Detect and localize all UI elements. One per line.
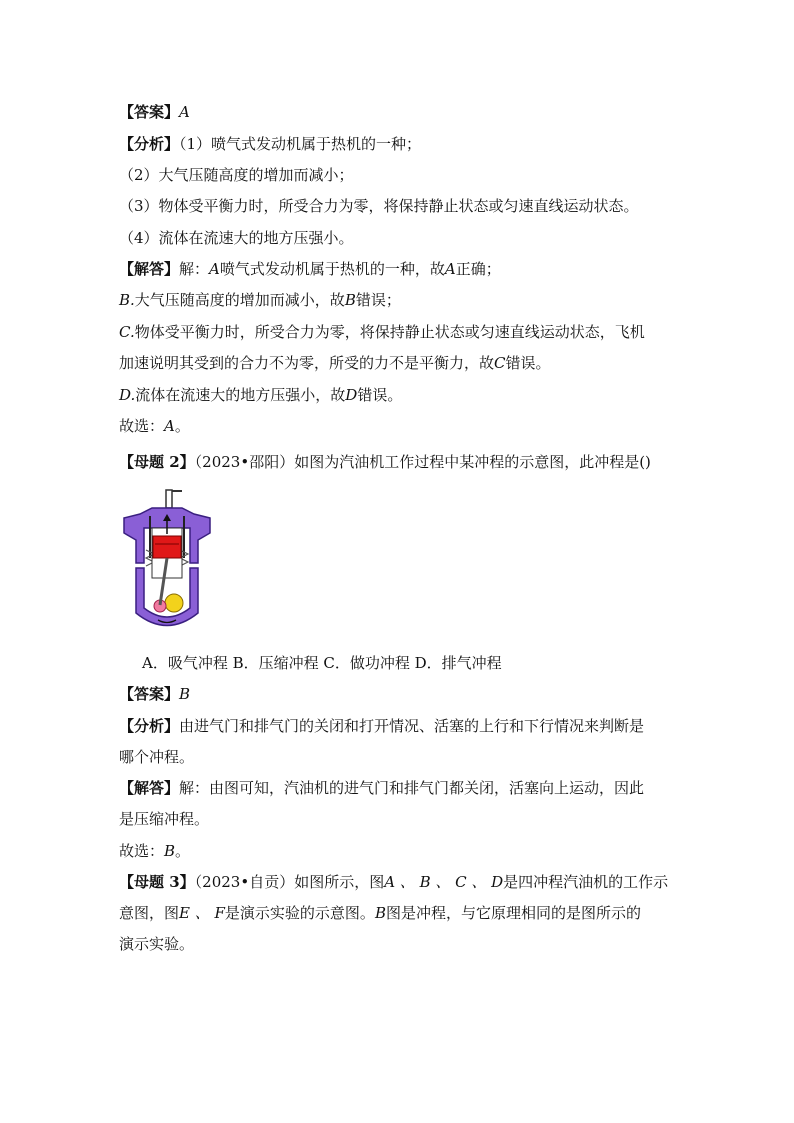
choice-end: 。 <box>174 417 190 435</box>
answer-value: A <box>179 103 190 121</box>
option-letter: D. <box>119 386 136 404</box>
solution-text: 正确； <box>455 260 501 278</box>
solution-text: 流体在流速大的地方压强小，故 <box>135 386 346 404</box>
solution-line-a <box>119 259 501 279</box>
solution-text: 错误； <box>355 291 401 309</box>
question-tag: 【母题 2】 <box>119 453 195 471</box>
solution-text: 解：由图可知，汽油机的进气门和排气门都关闭，活塞向上运动，因此 <box>179 779 645 797</box>
analysis-point-2: （2）大气压随高度的增加而减小； <box>119 166 354 184</box>
analysis-text: （1）喷气式发动机属于热机的一种； <box>179 135 422 153</box>
choice-line-2 <box>119 841 190 861</box>
question-text: 是四冲程汽油机的工作示 <box>503 873 669 891</box>
solution-line-2 <box>119 778 644 798</box>
option-letter: A <box>209 260 220 278</box>
question-text: 是演示实验的示意图。 <box>224 904 375 922</box>
option-letter: A <box>444 260 456 278</box>
solution-line-c2 <box>119 353 551 373</box>
analysis-text: 由进气门和排气门的关闭和打开情况、活塞的上行和下行情况来判断是 <box>179 717 645 735</box>
option-letter: C. <box>119 323 135 341</box>
engine-diagram <box>122 488 212 638</box>
option-letter: B. <box>119 291 135 309</box>
solution-text: 大气压随高度的增加而减小，故 <box>134 291 345 309</box>
analysis-point-3: （3）物体受平衡力时，所受合力为零，将保持静止状态或匀速直线运动状态。 <box>119 197 639 215</box>
figure-letter: B <box>374 904 386 922</box>
solution-text: 物体受平衡力时，所受合力为零，将保持静止状态或匀速直线运动状态，飞机 <box>134 323 645 341</box>
option-letter: D <box>345 386 358 404</box>
question-3-line-1 <box>119 872 668 892</box>
question-text: （2023•邵阳）如图为汽油机工作过程中某冲程的示意图，此冲程是() <box>194 453 651 471</box>
solution-tag: 【解答】 <box>119 779 180 797</box>
choice-letter: B <box>164 842 176 860</box>
question-3-line-3: 演示实验。 <box>119 935 195 953</box>
spark-plug <box>166 490 172 508</box>
analysis-line-2 <box>119 716 644 736</box>
answer-line-1 <box>119 102 190 122</box>
answer-line-2 <box>119 684 190 704</box>
question-tag: 【母题 3】 <box>119 873 195 891</box>
question-text: 图是冲程，与它原理相同的是图所示的 <box>385 904 641 922</box>
analysis-text-cont: 哪个冲程。 <box>119 748 195 766</box>
option-letter: B <box>344 291 356 309</box>
question-text: （2023•自贡）如图所示，图 <box>194 873 385 891</box>
figure-letters: A 、 B 、 C 、 D <box>384 873 504 891</box>
question-3-line-2 <box>119 903 641 923</box>
spark-plug-wire <box>172 490 182 492</box>
answer-tag: 【答案】 <box>119 685 180 703</box>
solution-text: 喷气式发动机属于热机的一种，故 <box>219 260 445 278</box>
solution-text: 错误。 <box>505 354 551 372</box>
solution-text: 加速说明其受到的合力不为零，所受的力不是平衡力，故 <box>119 354 495 372</box>
analysis-point-4: （4）流体在流速大的地方压强小。 <box>119 229 354 247</box>
analysis-tag: 【分析】 <box>119 135 180 153</box>
solution-line-d <box>119 385 402 405</box>
solution-line-b <box>119 290 401 310</box>
solution-prefix: 解： <box>179 260 210 278</box>
choice-line-1 <box>119 416 190 436</box>
option-letter: C <box>494 354 506 372</box>
analysis-tag: 【分析】 <box>119 717 180 735</box>
solution-text: 错误。 <box>357 386 403 404</box>
answer-tag: 【答案】 <box>119 103 180 121</box>
engine-figure-svg <box>122 488 212 638</box>
question-text: 意图，图 <box>119 904 180 922</box>
solution-tag: 【解答】 <box>119 260 180 278</box>
solution-text-cont: 是压缩冲程。 <box>119 810 210 828</box>
solution-line-c <box>119 322 645 342</box>
choice-end: 。 <box>175 842 191 860</box>
choice-label: 故选： <box>119 842 165 860</box>
question-2-options: A．吸气冲程 B．压缩冲程 C．做功冲程 D．排气冲程 <box>142 654 502 672</box>
answer-value: B <box>179 685 191 703</box>
piston <box>153 536 181 558</box>
analysis-line-1 <box>119 134 421 154</box>
figure-letters: E 、 F <box>179 904 225 922</box>
flywheel <box>165 594 183 612</box>
choice-label: 故选： <box>119 417 165 435</box>
question-2-title <box>119 452 651 472</box>
choice-letter: A <box>164 417 175 435</box>
